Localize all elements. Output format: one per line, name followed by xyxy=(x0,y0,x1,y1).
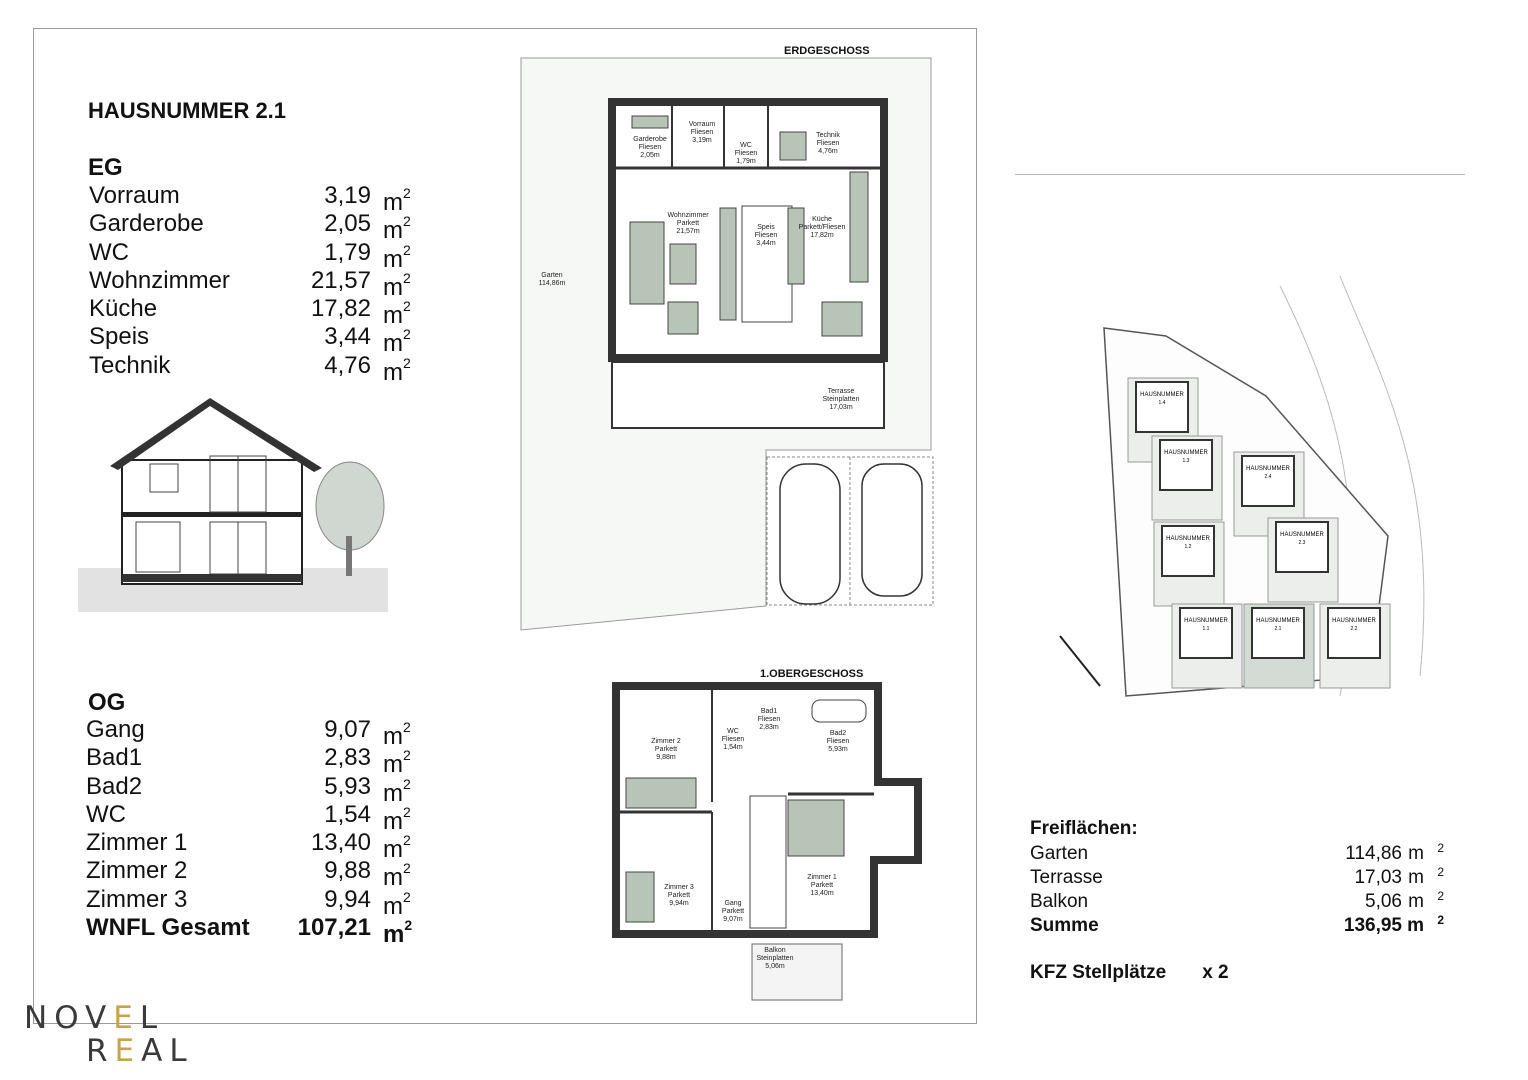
free-name: Balkon xyxy=(1030,891,1089,912)
page-title: HAUSNUMMER 2.1 xyxy=(88,98,287,123)
room-name: Speis xyxy=(89,323,150,351)
site-house-label: HAUSNUMMER xyxy=(1166,536,1210,542)
free-name: Terrasse xyxy=(1030,867,1103,888)
room-unit: $m^2$ xyxy=(383,888,411,920)
free-unit-sup: 2 xyxy=(1437,841,1444,855)
speis-shelf xyxy=(720,208,736,320)
divider-line xyxy=(1015,174,1465,175)
free-unit-sup: 2 xyxy=(1437,889,1444,903)
site-house-number: 1.4 xyxy=(1158,400,1166,406)
site-house-number: 1.3 xyxy=(1182,458,1190,464)
free-area: 5,06 xyxy=(1365,891,1402,912)
og-room-row xyxy=(86,857,417,892)
og-room-row xyxy=(86,885,417,920)
north-arrow xyxy=(1060,636,1100,686)
eg-room-row xyxy=(89,210,417,245)
room-name: Küche xyxy=(89,295,158,323)
og-room-row xyxy=(86,800,417,835)
room-name: WC xyxy=(89,238,129,266)
room-name: Zimmer 1 xyxy=(86,829,188,857)
eg-room-row xyxy=(89,182,417,216)
room-unit: $m^2$ xyxy=(383,719,411,750)
room-unit: $m^2$ xyxy=(383,269,411,301)
car-left xyxy=(780,464,840,604)
og-heading: OG xyxy=(88,689,126,716)
room-area: 107,21 xyxy=(297,914,371,942)
room-area: 4,76 xyxy=(324,351,371,379)
upper-floor-label: 1.OBERGESCHOSS xyxy=(760,668,864,680)
site-house-2.1 xyxy=(1244,604,1314,688)
freiflaechen-row xyxy=(1030,842,1450,866)
og-room-row xyxy=(86,914,417,949)
site-house-2.2 xyxy=(1320,604,1390,688)
site-house-label: HAUSNUMMER xyxy=(1256,618,1300,624)
free-unit: m xyxy=(1408,843,1424,864)
site-house-label: HAUSNUMMER xyxy=(1164,450,1208,456)
car-right xyxy=(862,464,922,596)
free-unit-sup: 2 xyxy=(1437,913,1444,927)
room-unit: $m^2$ xyxy=(383,832,411,864)
room-area: 1,79 xyxy=(324,238,371,266)
upper-room-zimmer1: Zimmer 1 Parkett 13,40m xyxy=(807,874,837,897)
site-house-1.3 xyxy=(1152,436,1222,520)
site-house-label: HAUSNUMMER xyxy=(1184,618,1228,624)
eg-room-table xyxy=(89,182,417,386)
room-unit: $m^2$ xyxy=(383,354,411,386)
bed-zimmer2 xyxy=(626,778,696,808)
room-unit: $m^2$ xyxy=(383,185,411,216)
free-unit: m xyxy=(1407,915,1424,936)
free-area: 114,86 xyxy=(1345,843,1402,864)
room-area: 9,07 xyxy=(324,716,371,743)
og-room-row xyxy=(86,744,417,779)
upper-room-bad1: Bad1 Fliesen 2,83m xyxy=(757,708,781,731)
room-name: Zimmer 3 xyxy=(86,885,188,913)
room-name: Technik xyxy=(89,351,171,379)
room-name: Wohnzimmer xyxy=(89,266,230,294)
site-house-number: 1.1 xyxy=(1202,626,1210,632)
og-room-row xyxy=(86,716,417,750)
site-house-2.3 xyxy=(1268,518,1338,602)
site-house-1.1 xyxy=(1172,604,1242,688)
site-house-label: HAUSNUMMER xyxy=(1332,618,1376,624)
room-unit: $m^2$ xyxy=(383,917,413,949)
freiflaechen-row xyxy=(1030,914,1450,938)
room-name: Garderobe xyxy=(89,210,204,238)
ground-room-garderobe: Garderobe Fliesen 2,05m xyxy=(633,136,667,159)
free-area: 136,95 xyxy=(1343,915,1402,936)
upper-room-gang: Gang Parkett 9,07m xyxy=(721,900,745,923)
site-house-number: 2.3 xyxy=(1298,540,1306,546)
upper-room-bad2: Bad2 Fliesen 5,93m xyxy=(826,730,850,753)
og-room-table xyxy=(86,716,417,949)
room-name: Vorraum xyxy=(89,182,180,209)
ground-floor-label: ERDGESCHOSS xyxy=(784,45,870,57)
ground-room-wohnzimmer: Wohnzimmer Parkett 21,57m xyxy=(667,212,709,235)
upper-room-zimmer2: Zimmer 2 Parkett 9,88m xyxy=(651,738,681,761)
ground-room-technik: Technik Fliesen 4,76m xyxy=(816,132,840,155)
upper-room-wc: WC Fliesen 1,54m xyxy=(721,728,745,751)
room-unit: $m^2$ xyxy=(383,298,411,330)
bed-zimmer3 xyxy=(626,872,654,922)
room-name: Zimmer 2 xyxy=(86,857,188,885)
parking-count: x 2 xyxy=(1202,962,1229,983)
og-room-row xyxy=(86,829,417,864)
room-name: WNFL Gesamt xyxy=(86,914,250,942)
eg-room-row xyxy=(89,266,417,301)
ground-room-garten: Garten 114,86m xyxy=(538,272,566,287)
room-area: 5,93 xyxy=(324,772,371,800)
bed-zimmer1 xyxy=(788,800,844,856)
site-house-number: 1.2 xyxy=(1184,544,1192,550)
upper-stairs xyxy=(750,796,786,928)
dining-table xyxy=(822,302,862,336)
free-unit: m xyxy=(1408,891,1424,912)
site-house-label: HAUSNUMMER xyxy=(1280,532,1324,538)
room-area: 3,44 xyxy=(324,323,371,351)
room-area: 9,94 xyxy=(324,885,371,913)
room-name: Gang xyxy=(86,716,145,743)
room-area: 21,57 xyxy=(310,266,371,294)
room-name: Bad1 xyxy=(86,744,143,772)
room-area: 17,82 xyxy=(310,295,371,323)
freiflaechen-row xyxy=(1030,890,1450,914)
parking-area xyxy=(766,456,936,608)
room-name: WC xyxy=(86,800,126,828)
eg-room-row xyxy=(89,351,417,386)
room-area: 2,83 xyxy=(324,744,371,772)
site-house-number: 2.2 xyxy=(1350,626,1358,632)
parking-label: KFZ Stellplätze xyxy=(1030,962,1167,983)
room-unit: $m^2$ xyxy=(383,326,411,358)
novel-real-logo: NOVEL REAL xyxy=(24,1000,194,1069)
kitchen-counter xyxy=(850,172,868,282)
room-area: 2,05 xyxy=(324,210,371,238)
ground-room-speis: Speis Fliesen 3,44m xyxy=(754,224,778,247)
room-unit: $m^2$ xyxy=(383,860,411,892)
ground-room-kueche: Küche Parkett/Fliesen 17,82m xyxy=(798,216,846,239)
site-house-number: 2.1 xyxy=(1274,626,1282,632)
room-area: 13,40 xyxy=(310,829,371,857)
room-name: Bad2 xyxy=(86,772,143,800)
eg-room-row xyxy=(89,323,417,358)
freiflaechen-heading: Freiflächen: xyxy=(1030,818,1138,839)
house-section-drawing xyxy=(78,396,398,614)
ground-room-vorraum: Vorraum Fliesen 3,19m xyxy=(688,121,716,144)
room-unit: $m^2$ xyxy=(383,803,411,835)
ground-room-wc: WC Fliesen 1,79m xyxy=(734,142,758,165)
free-unit-sup: 2 xyxy=(1437,865,1444,879)
room-unit: $m^2$ xyxy=(383,747,411,779)
site-house-number: 2.4 xyxy=(1264,474,1272,480)
eg-room-row xyxy=(89,295,417,330)
sofa xyxy=(630,222,664,304)
free-unit: m xyxy=(1408,867,1424,888)
room-unit: $m^2$ xyxy=(383,775,411,807)
eg-heading: EG xyxy=(88,154,123,181)
room-unit: $m^2$ xyxy=(383,213,411,245)
freiflaechen-table xyxy=(1030,842,1450,938)
tree-trunk xyxy=(346,536,352,576)
room-unit: $m^2$ xyxy=(383,241,411,273)
upper-room-zimmer3: Zimmer 3 Parkett 9,94m xyxy=(664,884,694,907)
site-house-label: HAUSNUMMER xyxy=(1246,466,1290,472)
room-area: 9,88 xyxy=(324,857,371,885)
eg-room-row xyxy=(89,238,417,273)
ground-room-terrasse: Terrasse Steinplatten 17,03m xyxy=(822,388,860,411)
parking-summary xyxy=(1030,962,1229,984)
room-area: 3,19 xyxy=(324,182,371,209)
free-name: Garten xyxy=(1030,843,1089,864)
free-area: 17,03 xyxy=(1354,867,1402,888)
site-plan xyxy=(1040,256,1510,736)
free-name: Summe xyxy=(1030,915,1099,936)
site-house-1.2 xyxy=(1154,522,1224,606)
upper-room-balkon: Balkon Steinplatten 5,06m xyxy=(756,947,794,970)
og-room-row xyxy=(86,772,417,807)
room-area: 1,54 xyxy=(324,800,371,828)
site-house-label: HAUSNUMMER xyxy=(1140,392,1184,398)
freiflaechen-row xyxy=(1030,866,1450,890)
